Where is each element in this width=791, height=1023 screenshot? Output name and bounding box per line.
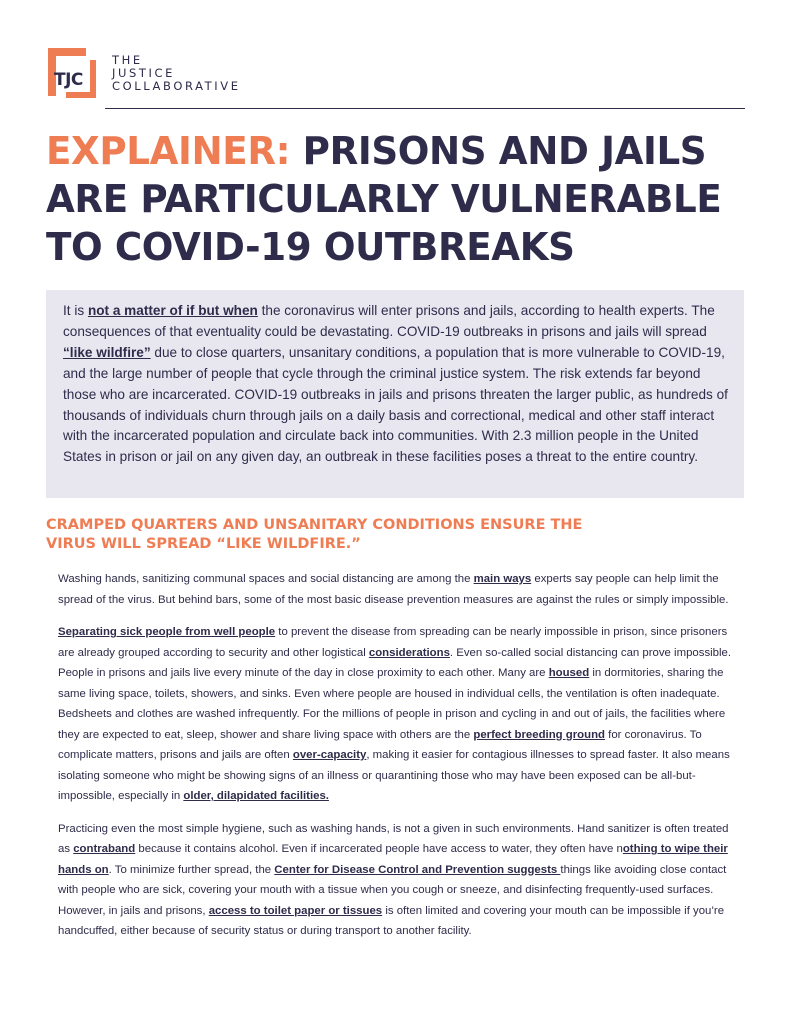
section-heading — [46, 516, 686, 554]
summary-paragraph — [46, 290, 744, 468]
title-accent: EXPLAINER: — [46, 129, 291, 173]
text: for coronavirus. To complicate matters, prisons and jails are often — [58, 728, 702, 761]
text: It is — [63, 303, 88, 318]
body-paragraph — [58, 819, 740, 942]
summary-callout — [46, 290, 744, 498]
link-housed[interactable]: housed — [548, 667, 590, 679]
text: in dormitories, sharing the same living space, toilets, showers, and sinks. Even where people are housed in individual cells, the ventilation is often inadequate. Bedsheets and clothes are washed infrequently. For the millions of people in prison and cycling in and out of jails, the facilities where they are expected to eat, sleep, shower and share living space with others are the — [58, 667, 726, 741]
text: is often limited and covering your mouth can be impossible if you’re handcuffed, either because of security status or during transport to another facility. — [58, 904, 725, 937]
logo-line: THE — [112, 53, 143, 67]
logo-line: JUSTICE — [112, 66, 176, 80]
link-access-to-toilet-paper[interactable]: access to toilet paper or tissues — [208, 904, 383, 917]
link-cdc-suggests[interactable]: Center for Disease Control and Prevention suggests — [274, 863, 561, 876]
text: because it contains alcohol. Even if incarcerated people have access to water, they often have n — [135, 843, 623, 855]
header-divider — [105, 108, 745, 109]
link-older-facilities[interactable]: older, dilapidated facilities. — [183, 790, 329, 802]
text: the coronavirus will enter prisons and jails, according to health experts. The consequences of that eventuality could be devastating. COVID-19 outbreaks in prisons and jails will spread — [63, 303, 715, 339]
link-considerations[interactable]: considerations — [368, 646, 450, 659]
text: due to close quarters, unsanitary conditions, a population that is more vulnerable to COVID-19, and the large number of people that cycle through the criminal justice system. The risk extends far beyond those who are incarcerated. COVID-19 outbreaks in jails and prisons threaten the larger public, as hundreds of thousands of individuals churn through jails on a daily basis and correctional, medical and other staff interact with the incarcerated population and circulate back into communities. With 2.3 million people in the United States in prison or jail on any given day, an outbreak in these facilities poses a threat to the entire country. — [63, 344, 728, 465]
heading-line: VIRUS WILL SPREAD “LIKE WILDFIRE.” — [46, 536, 361, 552]
link-over-capacity[interactable]: over-capacity — [292, 749, 367, 761]
body-paragraph — [58, 569, 740, 610]
page-title — [46, 127, 752, 271]
title-line: ARE PARTICULARLY VULNERABLE — [46, 177, 722, 221]
link-not-if-but-when[interactable]: not a matter of if but when — [87, 303, 258, 318]
link-like-wildfire[interactable]: “like wildfire” — [63, 344, 151, 360]
link-main-ways[interactable]: main ways — [473, 573, 532, 585]
article-body — [58, 569, 740, 954]
link-contraband[interactable]: contraband — [73, 843, 136, 855]
text: things like avoiding close contact with people who are sick, covering your mouth with a tissue when you cough or sneeze, and disinfecting frequently-used surfaces. However, in jails and prisons, — [58, 863, 727, 917]
text: to prevent the disease from spreading can be nearly impossible in prison, since prisoners are already grouped according to security and other logistical — [58, 626, 728, 659]
link-separating-sick-people[interactable]: Separating sick people from well people — [58, 626, 276, 638]
body-paragraph — [58, 622, 740, 807]
logo-wordmark — [112, 54, 241, 93]
logo-initials: TJC — [54, 70, 83, 90]
text: Practicing even the most simple hygiene, such as washing hands, is not a given in such environments. Hand sanitizer is often treated as — [58, 822, 729, 855]
text: experts say people can help limit the spread of the virus. But behind bars, some of the most basic disease prevention measures are against the rules or simply impossible. — [58, 573, 729, 606]
text: Washing hands, sanitizing communal spaces and social distancing are among the — [58, 573, 474, 585]
link-perfect-breeding-ground[interactable]: perfect breeding ground — [473, 728, 606, 741]
title-line: PRISONS AND JAILS — [290, 129, 707, 173]
text: . Even so-called social distancing can prove impossible. People in prisons and jails live every minute of the day in close proximity to each other. Many are — [58, 646, 732, 679]
text: . To minimize further spread, the — [108, 863, 275, 876]
link-nothing-to-wipe[interactable]: othing to wipe their hands on — [58, 843, 728, 876]
text: , making it easier for contagious illnesses to spread faster. It also means isolating someone who might be showing signs of an illness or quarantining those who may have been exposed can be all-but-impossible, especially in — [58, 749, 730, 802]
organization-logo — [46, 46, 306, 102]
logo-line: COLLABORATIVE — [112, 79, 241, 93]
heading-line: CRAMPED QUARTERS AND UNSANITARY CONDITIONS ENSURE THE — [46, 517, 583, 533]
title-line: TO COVID-19 OUTBREAKS — [46, 225, 575, 269]
